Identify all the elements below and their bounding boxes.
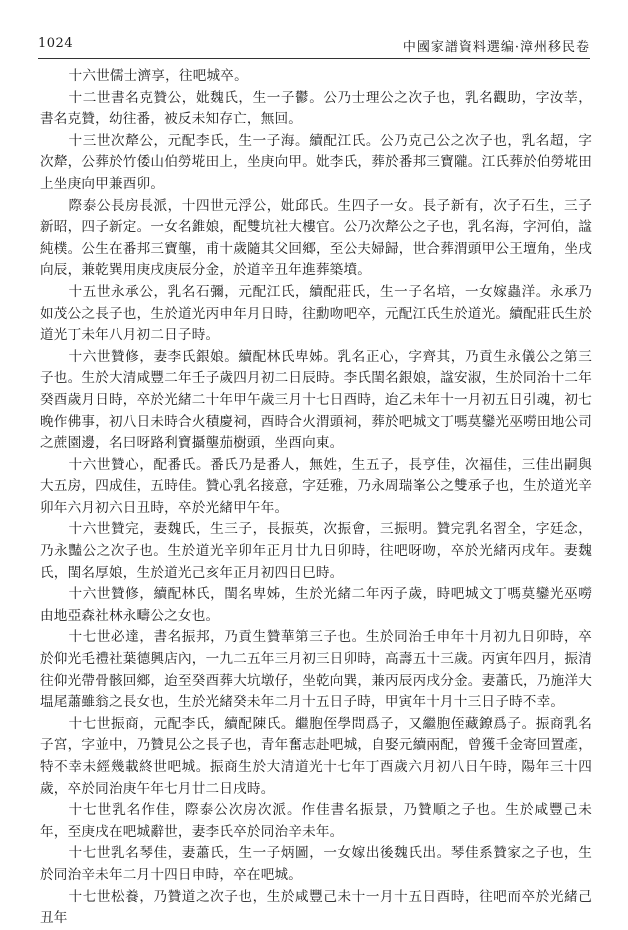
paragraph: 十七世振商，元配李氏，續配陳氏。繼胞侄學問爲子，又繼胞侄藏鐐爲子。振商乳名子宮，字並中，乃贊見公之長子也，青年奮志赴吧城，自娶元續兩配，曾獲千金寄回置產，特不幸未經幾載終世吧城。振商生於大清道光十七年丁酉歲六月初八日午時，陽年三十四歲，卒於同治庚午年七月廿二日戌時。 bbox=[40, 715, 592, 797]
paragraph: 十七世乳名琴佳，妻蕭氏，生一子炳圖，一女嫁出後魏氏出。琴佳系贊家之子也，生於同治辛未年二月十四日申時，卒在吧城。 bbox=[40, 845, 592, 883]
paragraph: 十七世松養，乃贊道之次子也，生於咸豐己未十一月十五日酉時，往吧而卒於光緒己丑年 bbox=[40, 888, 592, 927]
paragraph: 十六世儒士濟享，往吧城卒。 bbox=[68, 68, 248, 84]
paragraph: 十二世書名克贊公，妣魏氏，生一子鬱。公乃士理公之次子也，乳名觀助，字汝莘，書名克贊，幼往番，被反未知存亡，無回。 bbox=[40, 89, 592, 128]
paragraph: 十六世贊修，續配林氏，閨名卑姊，生於光緒二年丙子歲，時吧城文丁嗎莫鑾光巫嘮由地亞森社林永疇公之女也。 bbox=[40, 586, 592, 624]
page-header bbox=[38, 34, 590, 56]
header-rule bbox=[38, 58, 590, 59]
page-number: 1024 bbox=[38, 36, 74, 51]
paragraph: 十六世贊修，妻李氏銀娘。續配林氏卑姊。乳名正心，字齊其，乃貢生永儀公之第三子也。生於大清咸豐二年壬子歲四月初二日辰時。李氏閨名銀娘，諡安淑，生於同治十二年癸酉歲月日時，卒於光緒二十年甲午歲三月十七日酉時，迨乙未年十一月初五日引魂，初七晚作佛事，初八日未時合火積慶祠，酉時合火渭頭祠，葬於吧城文丁嗎莫鑾光巫嘮田地公司之蔗園邊，名曰呀路利寶攝壟茄樹頭，坐酉向東。 bbox=[40, 348, 592, 452]
paragraph: 十七世乳名作佳，際泰公次房次派。作佳書名振景，乃贊順之子也。生於咸豐己未年，至庚戌在吧城辭世，妻李氏卒於同治辛未年。 bbox=[40, 802, 592, 840]
running-title: 中國家譜資料選编·漳州移民卷 bbox=[402, 40, 590, 55]
paragraph: 十三世次犛公，元配李氏，生一子海。續配江氏。公乃克己公之次子也，乳名超，字次犛，公葬於竹倭山伯勞埖田上，坐庚向甲。妣李氏，葬於番邦三寶隴。江氏葬於伯勞埖田上坐庚向甲兼酉卯。 bbox=[40, 132, 592, 192]
paragraph: 十六世贊心，配番氏。番氏乃是番人，無姓，生五子，長亨佳，次福佳，三佳出嗣與大五房，四成佳，五時佳。贊心乳名接意，字廷雅，乃永周瑞峯公之雙承子也，生於道光辛卯年六月初六日丑時，卒於光緒甲午年。 bbox=[40, 456, 592, 516]
paragraph: 十六世贊完，妻魏氏，生三子，長振英，次振會，三振明。贊完乳名習全，字廷念，乃永豔公之次子也。生於道光辛卯年正月廿九日卯時，往吧呀吻，卒於光緒丙戌年。妻魏氏，閨名厚娘，生於道光己亥年正月初四日巳時。 bbox=[40, 521, 592, 581]
paragraph: 十七世必達，書名振邦，乃貢生贊華第三子也。生於同治壬申年十月初九日卯時，卒於仰光毛禮社葉德興店內，一九二五年三月初三日卯時，高壽五十三歲。丙寅年四月，振清往仰光帶骨骸回鄉，迨至癸酉葬大坑墩仔，坐乾向巽，兼丙辰丙戌分金。妻蕭氏，乃施洋大塭尾蕭雖翁之長女也，生於光緒癸未年二月十五日子時，甲寅年十月十三日子時不幸。 bbox=[40, 629, 592, 711]
paragraph: 十五世永承公，乳名石彌，元配江氏，續配莊氏，生一子名培，一女嫁蟲洋。永承乃如茂公之長子也，生於道光丙申年月日時，往勳吻吧卒，元配江氏生於道光。續配莊氏生於道光丁未年八月初二日子時。 bbox=[40, 283, 592, 344]
paragraph: 際泰公長房長派，十四世元浮公，妣邱氏。生四子一女。長子新有，次子石生，三子新昭，四子新定。一女名錐娘，配雙坑社大樓官。公乃次犛公之子也，乳名海，字河伯，諡純樸。公生在番邦三寶壟，甫十歲隨其父回鄉，至公夫婦歸，世合葬渭頭甲公王壇角，坐戌向辰，兼乾巽用庚戌庚辰分金，於道辛丑年進葬築墳。 bbox=[40, 197, 592, 279]
document-body bbox=[40, 66, 592, 930]
